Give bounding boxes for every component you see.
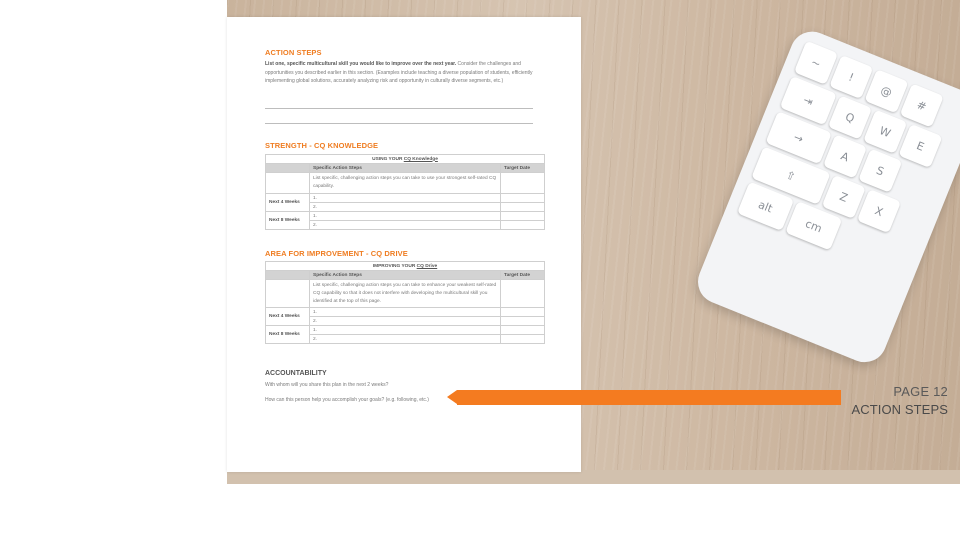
answer-line — [265, 108, 533, 109]
table-caption-row — [266, 155, 545, 164]
action-steps-prompt-rest: Consider the challenges and opportunities you described earlier in this section. (Examples include teaching a diverse population of students, efficiently implementing global solutions, accurately analyzing risk and opportunity in culturally diverse segments, etc.) — [265, 61, 533, 84]
col-header-date: Target Date — [501, 271, 545, 280]
table-row — [266, 308, 545, 317]
improvement-table — [265, 261, 545, 344]
keyboard-key: # — [900, 83, 944, 127]
improvement-instruction: List specific, challenging action steps you can take to enhance your weakest self-rated CQ capability so that it does not interfere with developing the multicultural skill you identified at the top of this page. — [310, 280, 501, 308]
table-row — [266, 212, 545, 221]
keyboard-key: S — [858, 149, 902, 193]
answer-line — [265, 123, 533, 124]
keyboard-key: Z — [822, 175, 866, 219]
arrow-head — [447, 390, 457, 404]
strength-instruction: List specific, challenging action steps you can take to use your strongest self-rated CQ capability. — [310, 173, 501, 194]
table-header-row — [266, 271, 545, 280]
keyboard-key: ⇥ — [780, 76, 837, 126]
action-steps-prompt-bold: List one, specific multicultural skill you would like to improve over the next year. — [265, 61, 457, 67]
keyboard-key: X — [857, 189, 901, 233]
row-label-4-weeks: Next 4 Weeks — [266, 308, 310, 326]
keyboard-key: ~ — [794, 41, 838, 85]
col-header-steps: Specific Action Steps — [310, 164, 501, 173]
accountability-question-1: With whom will you share this plan in the next 2 weeks? — [265, 382, 389, 388]
step-number: 2. — [310, 221, 501, 230]
page-number-label: PAGE 12 — [893, 384, 948, 399]
keyboard-key: cm — [785, 201, 842, 251]
col-header-steps: Specific Action Steps — [310, 271, 501, 280]
table-caption-row — [266, 262, 545, 271]
row-label-8-weeks: Next 8 Weeks — [266, 212, 310, 230]
keyboard-key: ! — [829, 55, 873, 99]
col-header-date: Target Date — [501, 164, 545, 173]
accountability-question-2: How can this person help you accomplish your goals? (e.g. following, etc.) — [265, 397, 429, 403]
strength-title: STRENGTH - CQ KNOWLEDGE — [265, 141, 379, 150]
keyboard-key: W — [863, 110, 907, 154]
step-number: 2. — [310, 335, 501, 344]
step-number: 2. — [310, 317, 501, 326]
step-number: 1. — [310, 308, 501, 317]
strength-table — [265, 154, 545, 230]
keyboard-key: → — [765, 111, 832, 164]
pointer-arrow — [447, 388, 843, 408]
strength-table-caption: USING YOUR CQ Knowledge — [266, 155, 545, 164]
action-steps-title: ACTION STEPS — [265, 48, 322, 57]
action-steps-prompt — [265, 60, 537, 86]
arrow-bar — [457, 390, 841, 405]
step-number: 1. — [310, 326, 501, 335]
table-row — [266, 194, 545, 203]
step-number: 2. — [310, 203, 501, 212]
keyboard-key: alt — [737, 182, 794, 232]
table-row — [266, 173, 545, 194]
improvement-table-caption: IMPROVING YOUR CQ Drive — [266, 262, 545, 271]
table-header-row — [266, 164, 545, 173]
table-row — [266, 280, 545, 308]
row-label-8-weeks: Next 8 Weeks — [266, 326, 310, 344]
keyboard-key: A — [823, 134, 867, 178]
keyboard-key: @ — [864, 69, 908, 113]
table-row — [266, 326, 545, 335]
keyboard-key: ⇧ — [751, 146, 830, 204]
step-number: 1. — [310, 212, 501, 221]
desk-edge — [227, 470, 960, 484]
row-label-4-weeks: Next 4 Weeks — [266, 194, 310, 212]
keyboard-key: Q — [828, 95, 872, 139]
section-label: ACTION STEPS — [851, 402, 948, 417]
accountability-title: ACCOUNTABILITY — [265, 370, 327, 377]
keyboard-key: E — [898, 124, 942, 168]
step-number: 1. — [310, 194, 501, 203]
improvement-title: AREA FOR IMPROVEMENT - CQ DRIVE — [265, 249, 408, 258]
